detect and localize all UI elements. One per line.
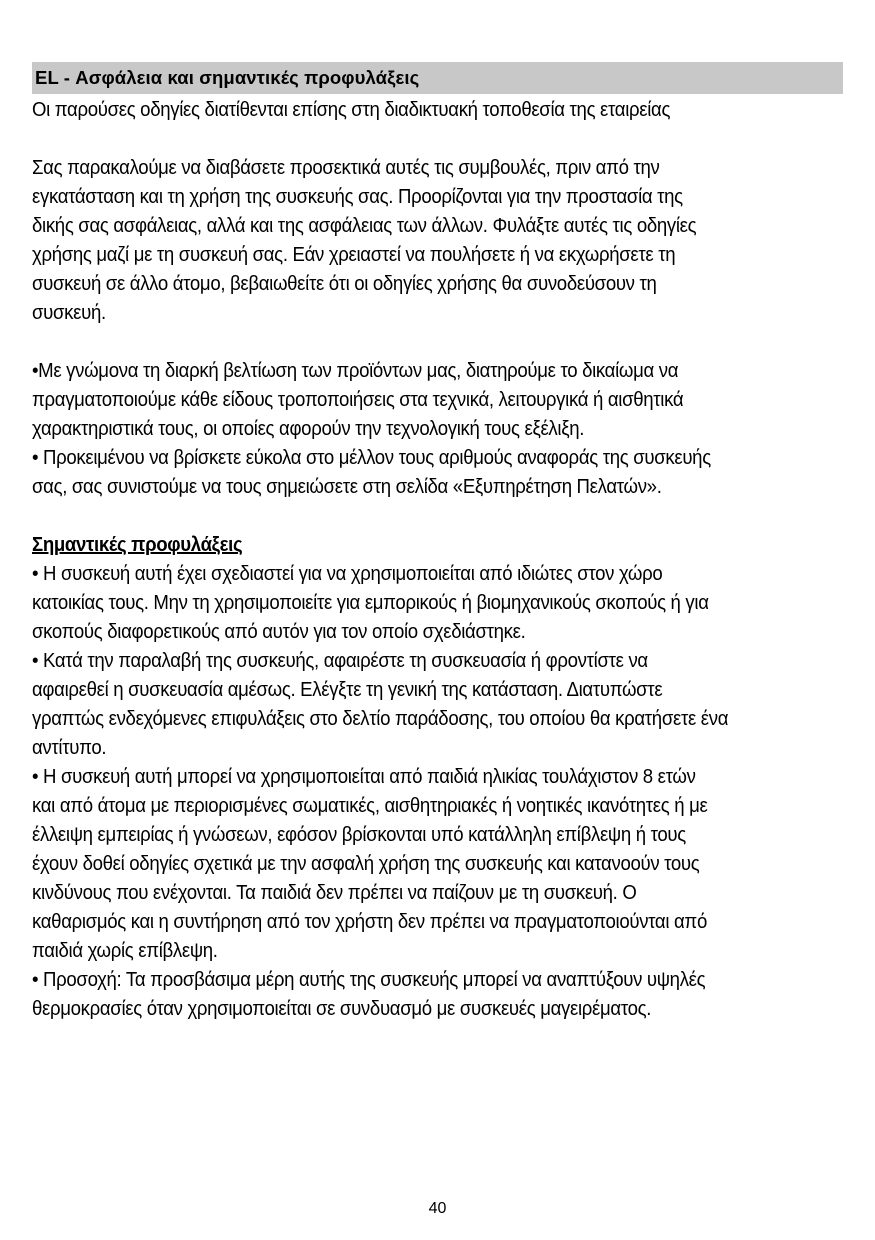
paragraph-gap [32, 328, 843, 357]
text-line: γραπτώς ενδεχόμενες επιφυλάξεις στο δελτίο παράδοσης, του οποίου θα κρατήσετε ένα [32, 708, 729, 730]
text-line: παιδιά χωρίς επίβλεψη. [32, 940, 218, 962]
text-line: συσκευή σε άλλο άτομο, βεβαιωθείτε ότι οι οδηγίες χρήσης θα συνοδεύσουν τη [32, 273, 657, 295]
text-line: συσκευή. [32, 302, 106, 324]
text-line: θερμοκρασίες όταν χρησιμοποιείται σε συνδυασμό με συσκευές μαγειρέματος. [32, 998, 652, 1020]
intro-paragraph [32, 154, 843, 328]
text-line: έχουν δοθεί οδηγίες σχετικά με την ασφαλή χρήση της συσκευής και κατανοούν τους [32, 853, 700, 875]
text-line: σκοπούς διαφορετικούς από αυτόν για τον οποίο σχεδιάστηκε. [32, 621, 526, 643]
text-line: κινδύνους που ενέχονται. Τα παιδιά δεν πρέπει να παίζουν με τη συσκευή. Ο [32, 882, 637, 904]
text-line: χαρακτηριστικά τους, οι οποίες αφορούν την τεχνολογική τους εξέλιξη. [32, 418, 585, 440]
text-line: εγκατάσταση και τη χρήση της συσκευής σας. Προορίζονται για την προστασία της [32, 186, 683, 208]
precautions-section [32, 531, 843, 1024]
document-body [32, 96, 843, 1024]
text-line: • Η συσκευή αυτή έχει σχεδιαστεί για να χρησιμοποιείται από ιδιώτες στον χώρο [32, 563, 663, 585]
paragraph-gap [32, 502, 843, 531]
text-line: • Προσοχή: Τα προσβάσιμα μέρη αυτής της συσκευής μπορεί να αναπτύξουν υψηλές [32, 969, 706, 991]
text-line: κατοικίας τους. Μην τη χρησιμοποιείτε για εμπορικούς ή βιομηχανικούς σκοπούς ή για [32, 592, 709, 614]
text-line: • Η συσκευή αυτή μπορεί να χρησιμοποιείται από παιδιά ηλικίας τουλάχιστον 8 ετών [32, 766, 696, 788]
text-line: χρήσης μαζί με τη συσκευή σας. Εάν χρειαστεί να πουλήσετε ή να εκχωρήσετε τη [32, 244, 676, 266]
text-line: καθαρισμός και η συντήρηση από τον χρήστη δεν πρέπει να πραγματοποιούνται από [32, 911, 707, 933]
text-line: δικής σας ασφάλειας, αλλά και της ασφάλειας των άλλων. Φυλάξτε αυτές τις οδηγίες [32, 215, 697, 237]
paragraph-gap [32, 125, 843, 154]
online-availability-note: Οι παρούσες οδηγίες διατίθενται επίσης στη διαδικτυακή τοποθεσία της εταιρείας [32, 99, 671, 121]
text-line: έλλειψη εμπειρίας ή γνώσεων, εφόσον βρίσκονται υπό κατάλληλη επίβλεψη ή τους [32, 824, 686, 846]
page-number: 40 [428, 1200, 447, 1217]
notes-paragraph [32, 357, 843, 502]
text-line: πραγματοποιούμε κάθε είδους τροποποιήσεις στα τεχνικά, λειτουργικά ή αισθητικά [32, 389, 684, 411]
text-line: Σας παρακαλούμε να διαβάσετε προσεκτικά αυτές τις συμβουλές, πριν από την [32, 157, 660, 179]
text-line: αφαιρεθεί η συσκευασία αμέσως. Ελέγξτε τη γενική της κατάσταση. Διατυπώστε [32, 679, 663, 701]
text-line: • Κατά την παραλαβή της συσκευής, αφαιρέστε τη συσκευασία ή φροντίστε να [32, 650, 648, 672]
text-line: •Με γνώμονα τη διαρκή βελτίωση των προϊόντων μας, διατηρούμε το δικαίωμα να [32, 360, 679, 382]
text-line: αντίτυπο. [32, 737, 107, 759]
text-line: • Προκειμένου να βρίσκετε εύκολα στο μέλλον τους αριθμούς αναφοράς της συσκευής [32, 447, 711, 469]
precautions-heading: Σημαντικές προφυλάξεις [32, 534, 243, 556]
document-page [32, 62, 843, 1024]
text-line: σας, σας συνιστούμε να τους σημειώσετε στη σελίδα «Εξυπηρέτηση Πελατών». [32, 476, 662, 498]
text-line: και από άτομα με περιορισμένες σωματικές, αισθητηριακές ή νοητικές ικανότητες ή με [32, 795, 708, 817]
section-title: EL - Ασφάλεια και σημαντικές προφυλάξεις [35, 67, 420, 88]
section-title-bar [32, 62, 843, 94]
